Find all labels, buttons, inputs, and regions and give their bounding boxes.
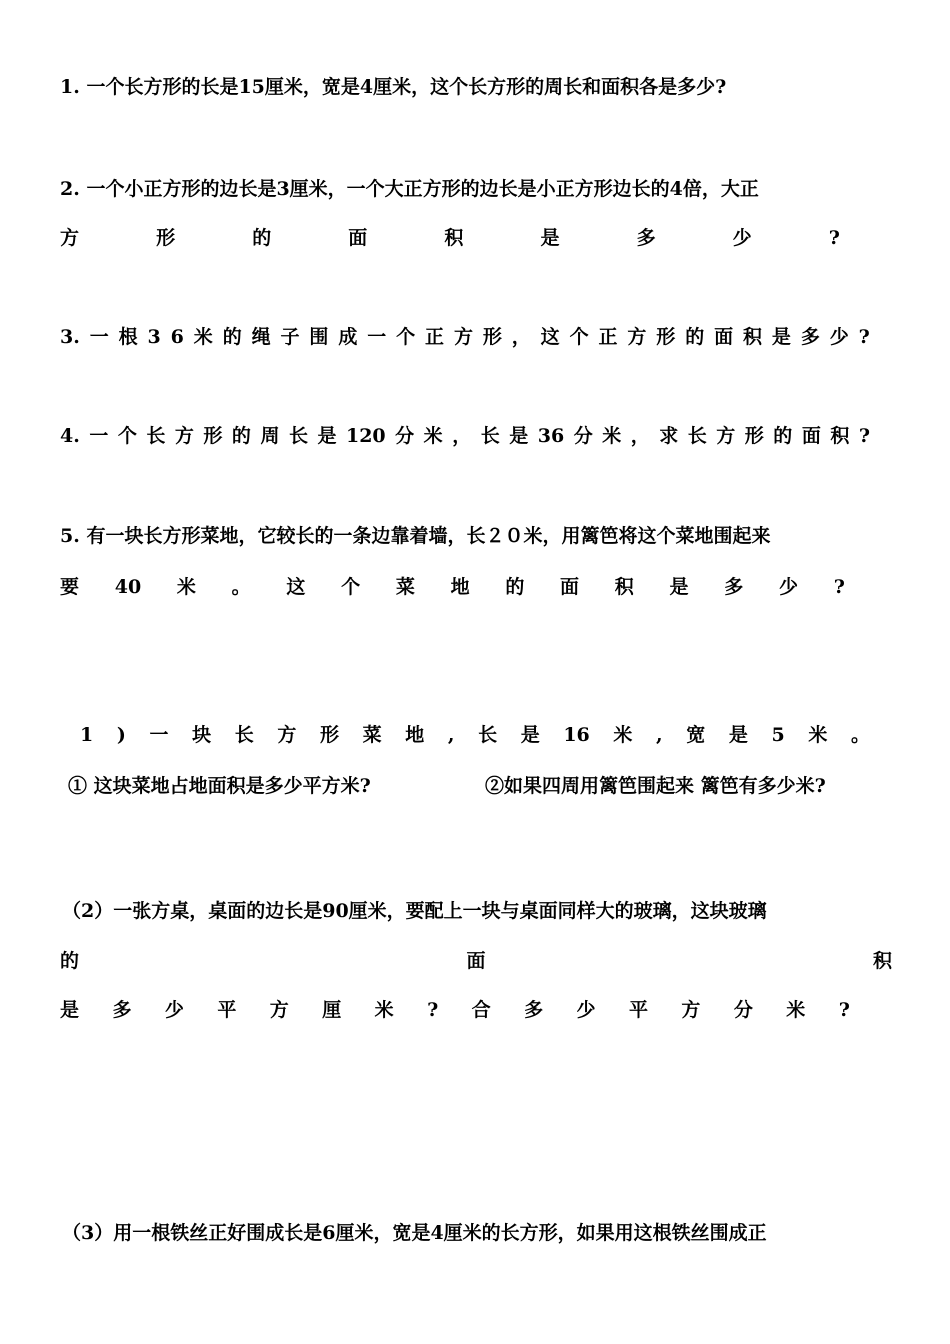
text-token: 一: [149, 724, 169, 746]
text-token: ，: [452, 425, 472, 447]
text-token: 子: [280, 326, 300, 348]
text-token: 厘: [322, 999, 342, 1021]
text-token: 的: [685, 326, 705, 348]
text-token: 米: [423, 425, 443, 447]
text-token: 积: [444, 227, 464, 249]
text-token: 面: [714, 326, 734, 348]
text-token: 米: [374, 999, 394, 1021]
text-token: 形: [482, 326, 502, 348]
text-token: 米: [808, 724, 828, 746]
text-token: 方: [269, 999, 289, 1021]
text-token: 长: [146, 425, 166, 447]
text-token: ，: [511, 326, 531, 348]
problem-5-text-line2: [60, 574, 845, 600]
text-token: 少: [778, 576, 798, 598]
text-token: 周: [260, 425, 280, 447]
text-token: 米: [193, 326, 213, 348]
text-token: 长: [687, 425, 707, 447]
text-token: 是: [771, 326, 791, 348]
text-token: 一: [89, 425, 109, 447]
text-token: 地: [405, 724, 425, 746]
section-2-text-line2: [60, 948, 892, 974]
text-token: 形: [656, 326, 676, 348]
text-token: 积: [614, 576, 634, 598]
section-3-text: （3）用一根铁丝正好围成长是6厘米，宽是4厘米的长方形，如果用这根铁丝围成正: [62, 1222, 767, 1244]
text-token: 长: [480, 425, 500, 447]
text-token: 多: [724, 576, 744, 598]
section-1-question-1: ① 这块菜地占地面积是多少平方米?: [68, 775, 371, 797]
text-token: 。: [231, 576, 251, 598]
text-token: 是: [540, 227, 560, 249]
text-token: 是: [520, 724, 540, 746]
text-token: 多: [800, 326, 820, 348]
text-token: 面: [466, 950, 486, 972]
text-token: 面: [801, 425, 821, 447]
text-token: 正: [598, 326, 618, 348]
text-token: 积: [830, 425, 850, 447]
text-token: 的: [505, 576, 525, 598]
text-token: 形: [156, 227, 176, 249]
text-token: 长: [234, 724, 254, 746]
text-token: 是: [509, 425, 529, 447]
text-token: 是: [60, 999, 80, 1021]
problem-2-text-line1: 2. 一个小正方形的边长是3厘米，一个大正方形的边长是小正方形边长的4倍，大正: [60, 178, 759, 200]
text-token: ?: [833, 576, 845, 598]
text-token: ?: [858, 326, 870, 348]
text-token: 多: [524, 999, 544, 1021]
text-token: 个: [396, 326, 416, 348]
text-token: 成: [338, 326, 358, 348]
text-token: 米: [613, 724, 633, 746]
text-token: 方: [716, 425, 736, 447]
text-token: 40: [114, 576, 142, 598]
text-token: 是: [728, 724, 748, 746]
text-token: 菜: [395, 576, 415, 598]
text-token: 形: [319, 724, 339, 746]
text-token: 地: [450, 576, 470, 598]
text-token: ?: [828, 227, 840, 249]
text-token: 方: [627, 326, 647, 348]
text-token: 多: [636, 227, 656, 249]
text-token: 5: [771, 724, 785, 746]
text-token: 3.: [60, 326, 80, 348]
text-token: 4.: [60, 425, 80, 447]
text-token: 面: [560, 576, 580, 598]
text-token: 形: [744, 425, 764, 447]
problem-1-text: 1. 一个长方形的长是15厘米，宽是4厘米，这个长方形的周长和面积各是多少?: [60, 76, 727, 98]
text-token: 少: [732, 227, 752, 249]
text-token: 面: [348, 227, 368, 249]
text-token: ?: [427, 999, 439, 1021]
text-token: 积: [743, 326, 763, 348]
text-token: ,: [447, 724, 455, 746]
text-token: 平: [628, 999, 648, 1021]
text-token: 少: [576, 999, 596, 1021]
text-token: 是: [317, 425, 337, 447]
text-token: 36: [537, 425, 565, 447]
text-token: 根: [118, 326, 138, 348]
text-token: 合: [471, 999, 491, 1021]
text-token: 一: [367, 326, 387, 348]
text-token: 个: [569, 326, 589, 348]
text-token: 绳: [251, 326, 271, 348]
text-token: 米: [786, 999, 806, 1021]
text-token: 这: [286, 576, 306, 598]
text-token: 这: [540, 326, 560, 348]
problem-2-text-line2: [60, 225, 840, 251]
text-token: ?: [858, 425, 870, 447]
text-token: 少: [164, 999, 184, 1021]
text-token: 分: [733, 999, 753, 1021]
text-token: 长: [288, 425, 308, 447]
text-token: 块: [192, 724, 212, 746]
text-token: 菜: [362, 724, 382, 746]
text-token: 分: [395, 425, 415, 447]
text-token: 平: [217, 999, 237, 1021]
text-token: 要: [60, 576, 80, 598]
text-token: ,: [656, 724, 663, 746]
text-token: 长: [478, 724, 498, 746]
text-token: 米: [176, 576, 196, 598]
problem-4-text: [60, 423, 870, 449]
text-token: 分: [573, 425, 593, 447]
text-token: 个: [117, 425, 137, 447]
text-token: ?: [838, 999, 850, 1021]
text-token: 一: [89, 326, 109, 348]
text-token: 。: [850, 724, 870, 746]
text-token: 正: [425, 326, 445, 348]
problem-3-text: [60, 324, 870, 350]
text-token: 是: [669, 576, 689, 598]
text-token: 宽: [686, 724, 706, 746]
text-token: 16: [563, 724, 590, 746]
text-token: 求: [659, 425, 679, 447]
section-2-text-line3: [60, 997, 850, 1023]
section-1-text: [80, 722, 870, 748]
text-token: 米: [602, 425, 622, 447]
text-token: 的: [231, 425, 251, 447]
text-token: 的: [252, 227, 272, 249]
text-token: 少: [829, 326, 849, 348]
text-token: 方: [453, 326, 473, 348]
section-1-question-2: ②如果四周用篱笆围起来 篱笆有多少米?: [485, 775, 826, 797]
text-token: 1: [80, 724, 94, 746]
text-token: 方: [681, 999, 701, 1021]
text-token: 方: [174, 425, 194, 447]
text-token: 形: [203, 425, 223, 447]
text-token: ，: [630, 425, 650, 447]
problem-5-text-line1: 5. 有一块长方形菜地，它较长的一条边靠着墙，长２０米，用篱笆将这个菜地围起来: [60, 525, 771, 547]
text-token: 积: [872, 950, 892, 972]
text-token: 的: [222, 326, 242, 348]
text-token: 方: [60, 227, 80, 249]
text-token: 围: [309, 326, 329, 348]
text-token: 个: [341, 576, 361, 598]
text-token: 6: [170, 326, 184, 348]
text-token: 3: [147, 326, 161, 348]
text-token: ): [116, 724, 126, 746]
text-token: 120: [345, 425, 386, 447]
text-token: 的: [773, 425, 793, 447]
text-token: 方: [277, 724, 297, 746]
section-2-text-line1: （2）一张方桌，桌面的边长是90厘米，要配上一块与桌面同样大的玻璃，这块玻璃: [62, 900, 767, 922]
text-token: 多: [112, 999, 132, 1021]
text-token: 的: [60, 950, 80, 972]
